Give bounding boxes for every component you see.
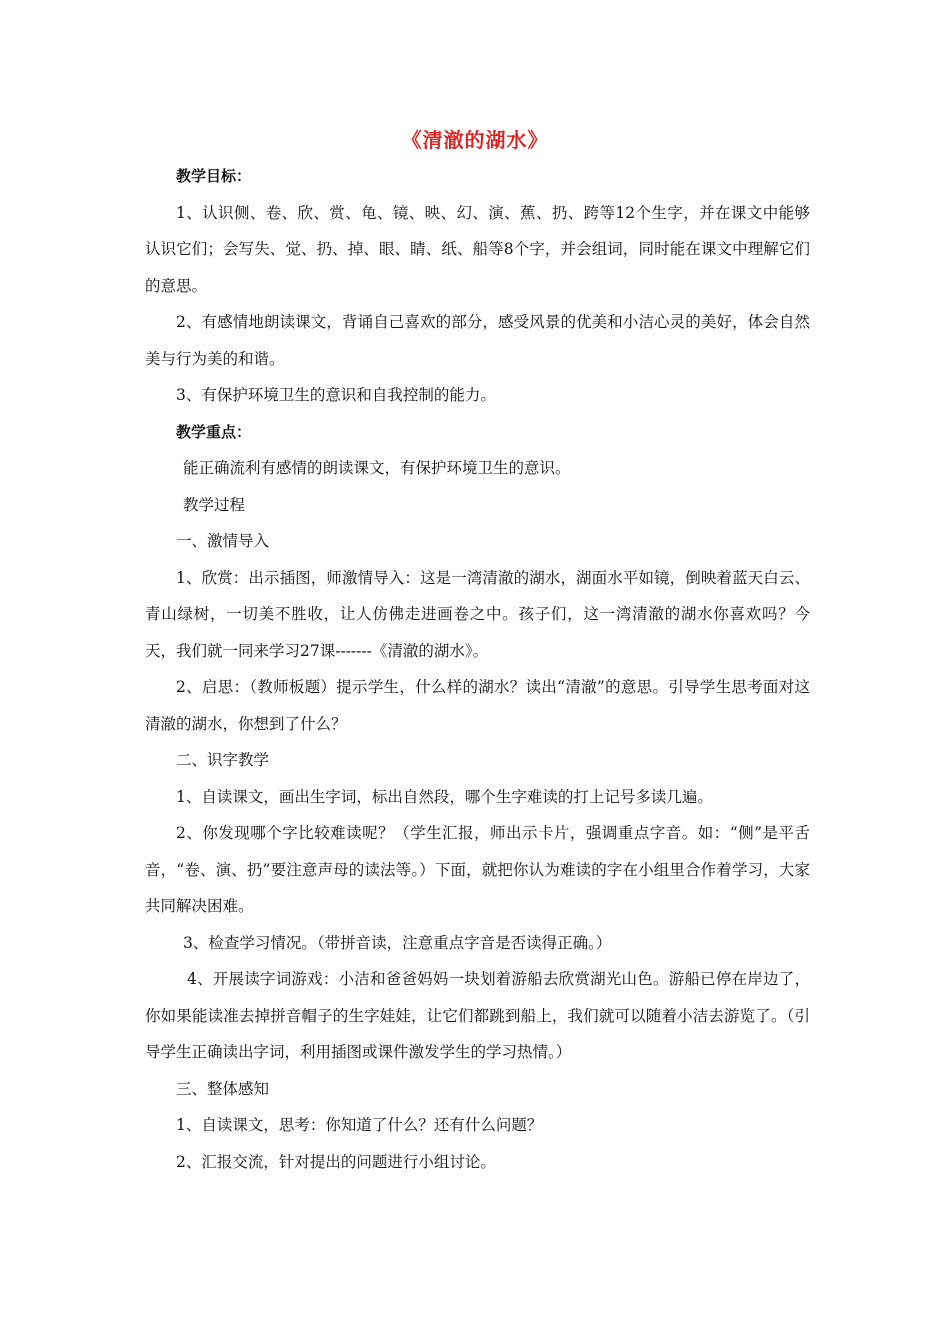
paragraph: 2、启思：（教师板题）提示学生，什么样的湖水？读出“清澈”的意思。引导学生思考面对这清澈的湖水，你想到了什么？ — [145, 678, 810, 733]
section-heading-2: 二、识字教学 — [176, 751, 270, 769]
section-heading-key-points: 教学重点： — [176, 422, 252, 441]
paragraph: 1、欣赏：出示插图，师激情导入：这是一湾清澈的湖水，湖面水平如镜，倒映着蓝天白云、青山绿树，一切美不胜收，让人仿佛走进画卷之中。孩子们，这一湾清澈的湖水你喜欢吗？今天，我们就一同来学习27课-------《清澈的湖水》。 — [145, 568, 810, 660]
section-heading-3: 三、整体感知 — [176, 1079, 270, 1098]
paragraph: 1、认识侧、卷、欣、赏、龟、镜、映、幻、演、蕉、扔、跨等12个生字，并在课文中能够认识它们；会写失、觉、扔、掉、眼、睛、纸、船等8个字，并会组词，同时能在课文中理解它们的意思。 — [145, 203, 810, 295]
document-body — [145, 158, 810, 1180]
paragraph: 1、自读课文，思考：你知道了什么？还有什么问题？ — [176, 1116, 543, 1134]
section-heading-1: 一、激情导入 — [176, 532, 270, 550]
paragraph: 2、汇报交流，针对提出的问题进行小组讨论。 — [176, 1152, 496, 1171]
paragraph: 3、检查学习情况。（带拼音读，注意重点字音是否读得正确。） — [183, 933, 612, 952]
document-title: 《清澈的湖水》 — [401, 128, 549, 152]
paragraph: 4、开展读字词游戏：小洁和爸爸妈妈一块划着游船去欣赏湖光山色。游船已停在岸边了，你如果能读准去掉拼音帽子的生字娃娃，让它们都跳到船上，我们就可以随着小洁去游览了。（引导学生正确读出字词，利用插图或课件激发学生的学习热情。） — [145, 970, 810, 1061]
paragraph: 2、有感情地朗读课文，背诵自己喜欢的部分，感受风景的优美和小洁心灵的美好，体会自然美与行为美的和谐。 — [145, 313, 810, 368]
paragraph: 2、你发现哪个字比较难读呢？（学生汇报，师出示卡片，强调重点字音。如：“侧”是平舌音，“卷、演、扔”要注意声母的读法等。）下面，就把你认为难读的字在小组里合作着学习，大家共同解决困难。 — [145, 824, 810, 915]
section-heading-objectives: 教学目标： — [176, 167, 252, 185]
paragraph: 1、自读课文，画出生字词，标出自然段，哪个生字难读的打上记号多读几遍。 — [176, 787, 713, 806]
paragraph: 3、有保护环境卫生的意识和自我控制的能力。 — [176, 386, 496, 404]
paragraph: 能正确流利有感情的朗读课文，有保护环境卫生的意识。 — [183, 459, 571, 477]
section-heading-process: 教学过程 — [183, 495, 246, 514]
